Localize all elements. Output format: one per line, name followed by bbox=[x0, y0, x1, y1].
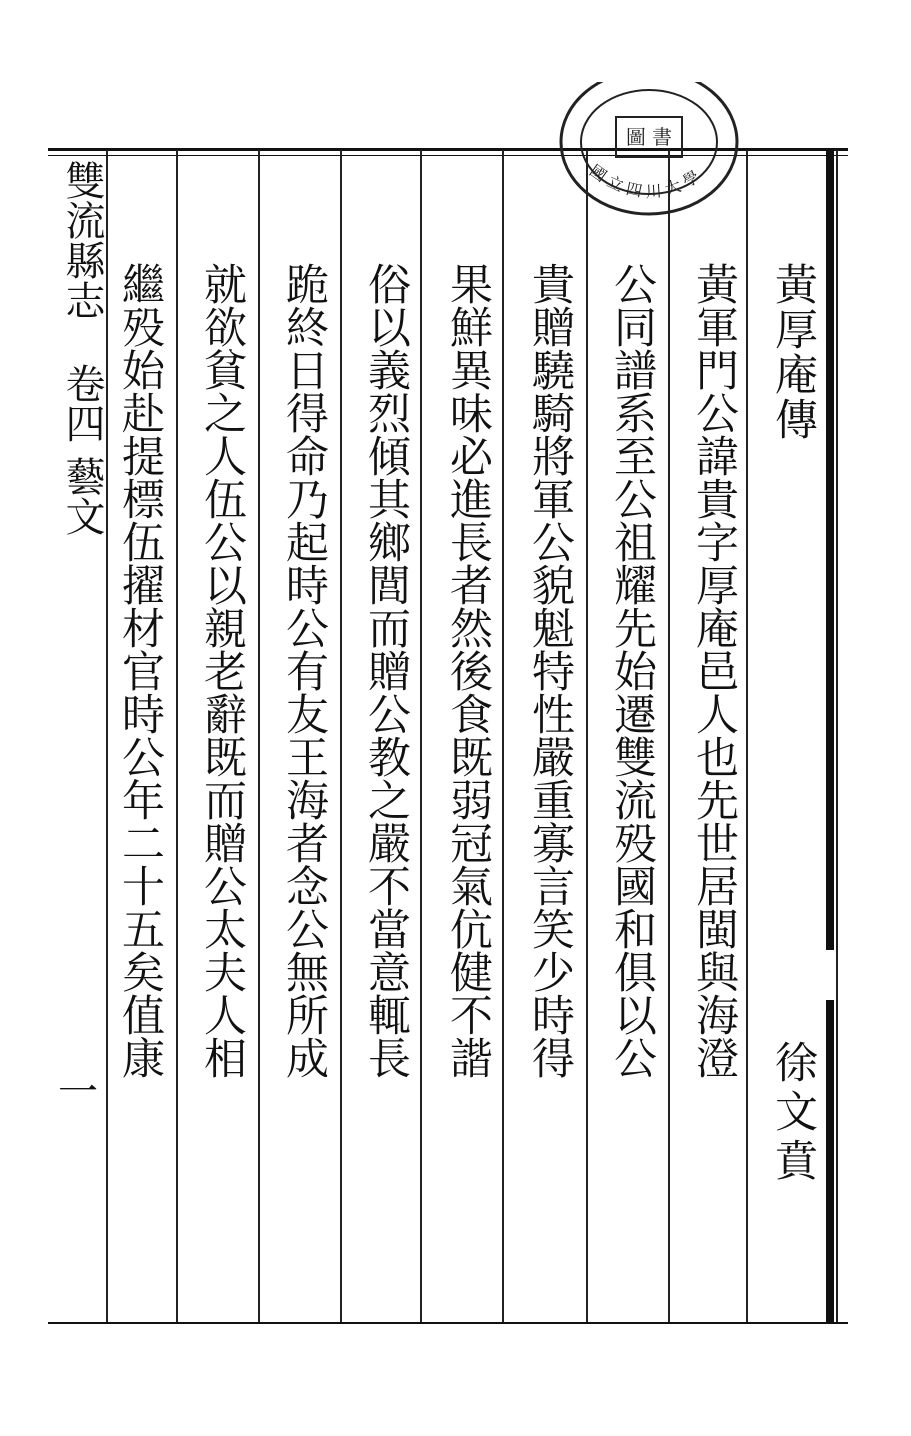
column-text: 跪終日得命乃起時公有友王海者念公無所成 bbox=[279, 262, 329, 1079]
column-rule bbox=[586, 150, 588, 1322]
text-column bbox=[444, 262, 492, 1079]
title-column bbox=[770, 262, 816, 442]
text-column bbox=[362, 262, 410, 1079]
column-text: 就欲貧之人伍公以親老辭既而贈公太夫人相 bbox=[197, 262, 247, 1079]
column-text: 貴贈驍騎將軍公貌魁特性嚴重寡言笑少時得 bbox=[525, 262, 575, 1079]
column-rule bbox=[502, 150, 504, 1322]
library-seal-stamp bbox=[556, 82, 742, 242]
margin-book-title bbox=[56, 160, 108, 720]
author-column bbox=[770, 1040, 816, 1187]
document-title: 黃厚庵傳 bbox=[768, 262, 818, 442]
book-title-text: 雙流縣志 bbox=[59, 160, 105, 320]
text-column bbox=[690, 262, 738, 1079]
text-column bbox=[526, 262, 574, 1079]
text-column bbox=[280, 262, 328, 1079]
column-rule bbox=[746, 150, 748, 1322]
column-rule bbox=[836, 150, 838, 1322]
column-text: 公同譜系至公祖耀先始遷雙流殁國和俱以公 bbox=[607, 262, 657, 1079]
column-text: 俗以義烈傾其鄉閭而贈公教之嚴不當意輒長 bbox=[361, 262, 411, 1079]
column-rule bbox=[258, 150, 260, 1322]
text-column bbox=[608, 262, 656, 1079]
svg-text:國 立 四 川 大 學: 國 立 四 川 大 學 bbox=[586, 160, 703, 202]
column-rule bbox=[420, 150, 422, 1322]
column-text: 繼殁始赴提標伍擢材官時公年二十五矣值康 bbox=[115, 262, 165, 1079]
column-rule bbox=[176, 150, 178, 1322]
section-text: 卷四 藝文 bbox=[59, 362, 105, 536]
page-number: 一 bbox=[58, 1069, 98, 1115]
frame-bottom-border bbox=[48, 1322, 848, 1324]
heavy-margin-bar bbox=[826, 150, 834, 950]
column-rule bbox=[668, 150, 670, 1322]
svg-text:圖 書: 圖 書 bbox=[625, 125, 673, 149]
text-column bbox=[198, 262, 246, 1079]
heavy-margin-bar bbox=[826, 1000, 834, 1322]
column-text: 黃軍門公諱貴字厚庵邑人也先世居閩與海澄 bbox=[689, 262, 739, 1079]
column-rule bbox=[340, 150, 342, 1322]
column-text: 果鮮異味必進長者然後食既弱冠氣伉健不諧 bbox=[443, 262, 493, 1079]
document-author: 徐文賁 bbox=[768, 1040, 818, 1187]
text-column bbox=[116, 262, 164, 1079]
